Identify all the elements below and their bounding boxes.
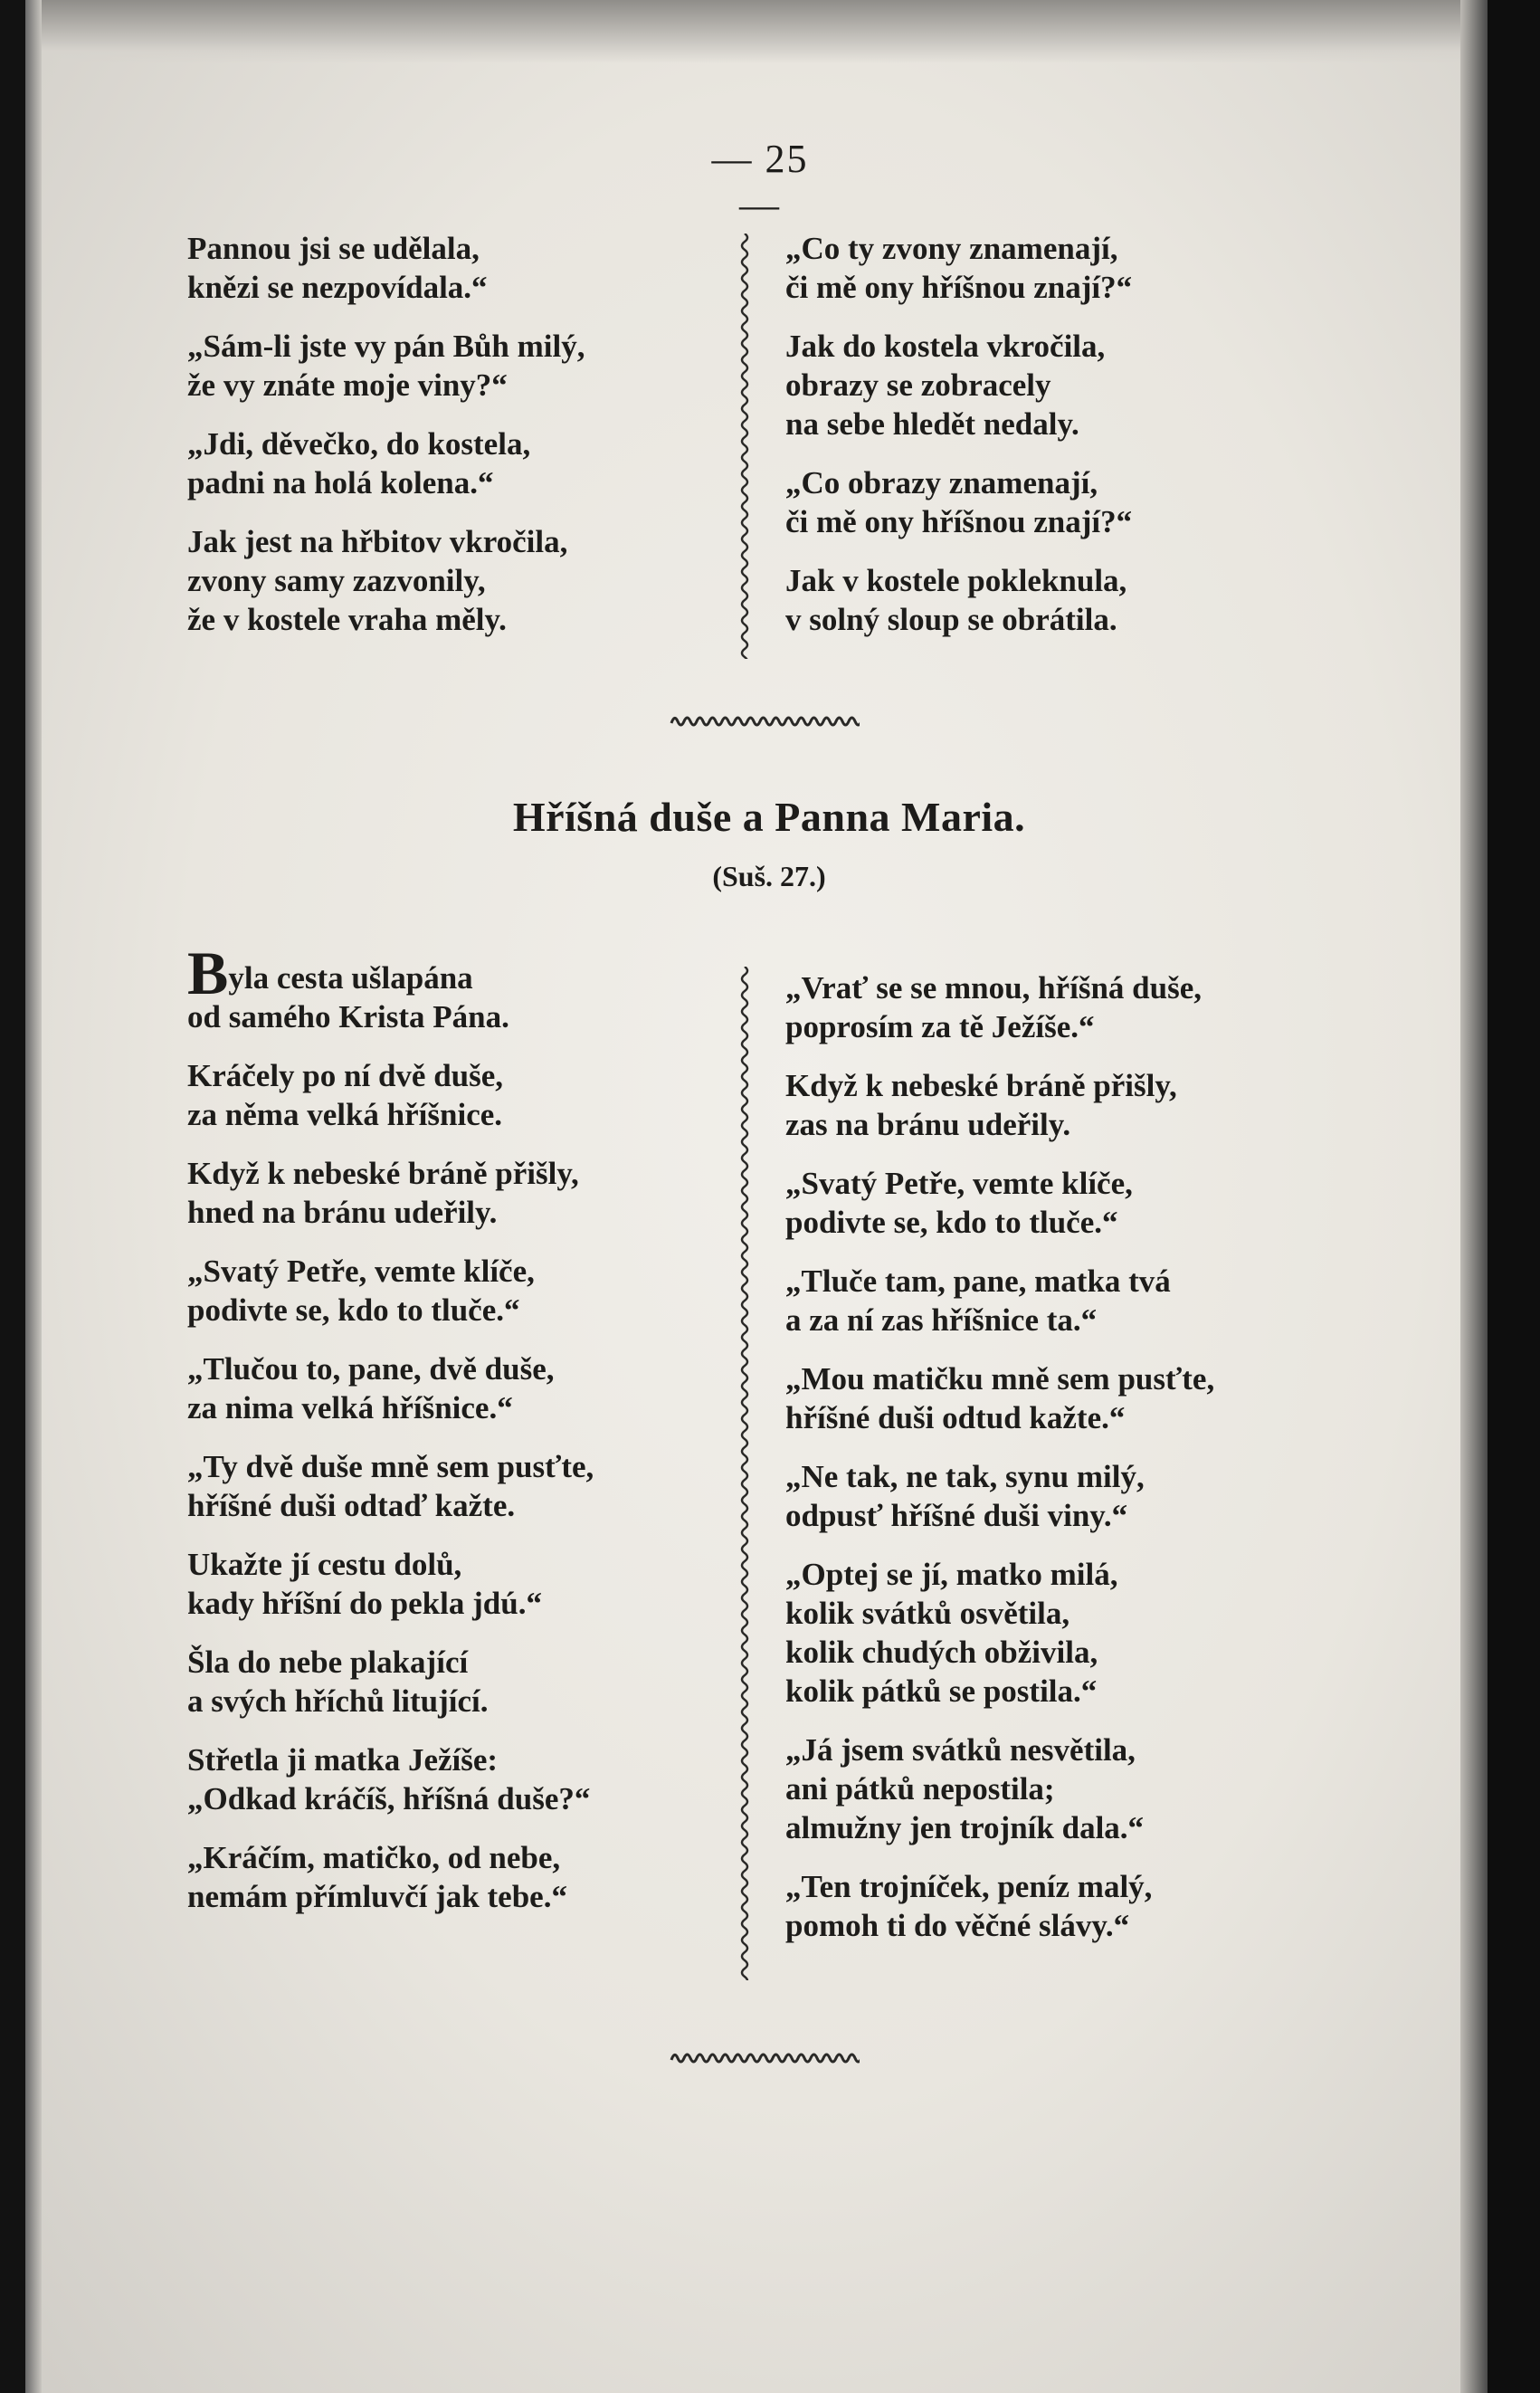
verse-line: Šla do nebe plakající: [187, 1645, 469, 1680]
verse-line: Jak do kostela vkročila,: [785, 329, 1106, 364]
verse-line: „Co obrazy znamenají,: [785, 465, 1098, 501]
verse-line: Jak jest na hřbitov vkročila,: [187, 524, 568, 559]
verse-line: Střetla ji matka Ježíše:: [187, 1742, 499, 1778]
poem-first-line-text: yla cesta ušlapána: [228, 960, 473, 996]
verse-line: „Já jsem svátků nesvětila,: [785, 1732, 1136, 1768]
verse-line: a svých hříchů litující.: [187, 1683, 489, 1719]
verse-line: a za ní zas hříšnice ta.“: [785, 1302, 1098, 1338]
poem-line: od samého Krista Pána.: [187, 999, 509, 1034]
stanza: [187, 424, 712, 502]
scan-shadow-right: [1460, 0, 1488, 2393]
stanza: [785, 1164, 1310, 1242]
verse-line: Jak v kostele pokleknula,: [785, 563, 1127, 598]
scan-edge-top: [0, 0, 1540, 63]
stanza: [785, 1262, 1310, 1340]
stanza: [785, 1066, 1310, 1144]
verse-line: či mě ony hříšnou znají?“: [785, 504, 1133, 539]
verse-line: „Ten trojníček, peníz malý,: [785, 1869, 1153, 1904]
verse-line: kady hříšní do pekla jdú.“: [187, 1586, 542, 1621]
verse-line: Když k nebeské bráně přišly,: [187, 1156, 579, 1191]
verse-line: kolik svátků osvětila,: [785, 1596, 1070, 1631]
verse-line: „Tlučou to, pane, dvě duše,: [187, 1351, 555, 1387]
stanza: [785, 229, 1310, 307]
poem-source: (Suš. 27.): [712, 860, 826, 892]
verse-line: „Sám-li jste vy pán Bůh milý,: [187, 329, 585, 364]
top-left-column: [187, 229, 712, 659]
verse-line: almužny jen trojník dala.“: [785, 1810, 1145, 1845]
verse-line: knězi se nezpovídala.“: [187, 270, 488, 305]
stanza: [187, 1447, 712, 1525]
stanza: [187, 1056, 712, 1134]
column-divider-top: [737, 234, 752, 659]
stanza: [187, 1643, 712, 1721]
stanza: [187, 1349, 712, 1427]
verse-line: „Jdi, děvečko, do kostela,: [187, 426, 531, 462]
verse-line: na sebe hledět nedaly.: [785, 406, 1079, 442]
column-divider-bottom: [737, 967, 752, 1980]
verse-line: poprosím za tě Ježíše.“: [785, 1009, 1095, 1044]
stanza: [187, 229, 712, 307]
verse-line: „Tluče tam, pane, matka tvá: [785, 1263, 1171, 1299]
stanza: [785, 463, 1310, 541]
scan-edge-right: [1488, 0, 1540, 2393]
verse-line: kolik chudých obživila,: [785, 1635, 1098, 1670]
stanza: [187, 1838, 712, 1916]
stanza: [187, 1252, 712, 1330]
stanza: [785, 1730, 1310, 1847]
drop-cap: B: [187, 939, 229, 1007]
verse-line: podivte se, kdo to tluče.“: [785, 1205, 1118, 1240]
verse-line: „Odkad kráčíš, hříšná duše?“: [187, 1781, 591, 1816]
verse-line: Kráčely po ní dvě duše,: [187, 1058, 504, 1093]
verse-line: „Mou matičku mně sem pusťte,: [785, 1361, 1215, 1397]
verse-line: zvony samy zazvonily,: [187, 563, 486, 598]
verse-line: „Optej se jí, matko milá,: [785, 1557, 1118, 1592]
ornament-divider-top: [670, 710, 860, 730]
verse-line: či mě ony hříšnou znají?“: [785, 270, 1133, 305]
stanza: [785, 968, 1310, 1046]
stanza: [187, 1154, 712, 1232]
verse-line: „Ne tak, ne tak, synu milý,: [785, 1459, 1145, 1494]
verse-line: v solný sloup se obrátila.: [785, 602, 1117, 637]
verse-line: ani pátků nepostila;: [785, 1771, 1055, 1807]
verse-line: že v kostele vraha měly.: [187, 602, 507, 637]
verse-line: pomoh ti do věčné slávy.“: [785, 1908, 1130, 1943]
verse-line: hříšné duši odtud kažte.“: [785, 1400, 1126, 1435]
stanza: [187, 522, 712, 639]
scan-shadow-left: [25, 0, 42, 2393]
verse-line: nemám přímluvčí jak tebe.“: [187, 1879, 567, 1914]
verse-line: „Ty dvě duše mně sem pusťte,: [187, 1449, 594, 1484]
stanza: [187, 1545, 712, 1623]
verse-line: kolik pátků se postila.“: [785, 1673, 1098, 1709]
verse-line: padni na holá kolena.“: [187, 465, 494, 501]
verse-line: „Svatý Petře, vemte klíče,: [785, 1166, 1133, 1201]
stanza: [785, 1457, 1310, 1535]
stanza: [785, 1867, 1310, 1945]
verse-line: „Co ty zvony znamenají,: [785, 231, 1118, 266]
stanza: [187, 1740, 712, 1818]
verse-line: že vy znáte moje viny?“: [187, 367, 508, 403]
verse-line: za nima velká hříšnice.“: [187, 1390, 513, 1425]
verse-line: hned na bránu udeřily.: [187, 1195, 498, 1230]
stanza: [187, 327, 712, 405]
verse-line: hříšné duši odtaď kažte.: [187, 1488, 516, 1523]
ornament-divider-bottom: [670, 2047, 860, 2067]
poem-first-stanza: [187, 939, 712, 1036]
scan-edge-left: [0, 0, 25, 2393]
verse-line: Když k nebeské bráně přišly,: [785, 1068, 1177, 1103]
top-right-column: [785, 229, 1310, 659]
stanza: [785, 561, 1310, 639]
verse-line: „Kráčím, matičko, od nebe,: [187, 1840, 561, 1875]
stanza: [785, 1555, 1310, 1711]
poem-left-column: [187, 939, 712, 1936]
verse-line: za něma velká hříšnice.: [187, 1097, 503, 1132]
verse-line: „Svatý Petře, vemte klíče,: [187, 1254, 535, 1289]
poem-first-line: [187, 939, 712, 1007]
verse-line: Ukažte jí cestu dolů,: [187, 1547, 462, 1582]
verse-line: podivte se, kdo to tluče.“: [187, 1292, 520, 1328]
verse-line: zas na bránu udeřily.: [785, 1107, 1071, 1142]
verse-line: obrazy se zobracely: [785, 367, 1051, 403]
verse-line: Pannou jsi se udělala,: [187, 231, 480, 266]
poem-title: Hříšná duše a Panna Maria.: [512, 794, 1026, 840]
verse-line: odpusť hříšné duši viny.“: [785, 1498, 1128, 1533]
stanza: [785, 327, 1310, 443]
verse-line: „Vrať se se mnou, hříšná duše,: [785, 970, 1202, 1006]
poem-right-column: [785, 968, 1310, 1965]
page-number: — 25 —: [711, 137, 809, 227]
stanza: [785, 1359, 1310, 1437]
